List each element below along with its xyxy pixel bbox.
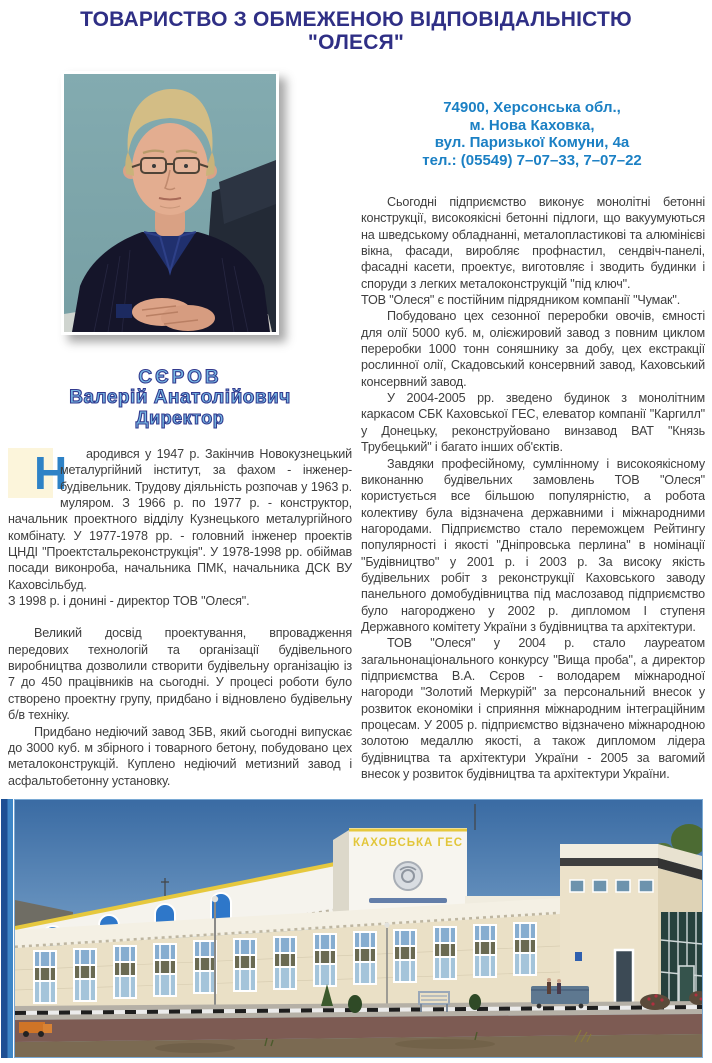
right-block xyxy=(560,844,702,1008)
bio-paragraph-3: Великий досвід проектування, впровадження передових технологій та організації будівельного виробництва дозволили створити будівельну організацію із 7 до 450 працівників на сьогодні. У процесі роботи було створено проектну групу, придбано і відновлено будівельну б/в техніку. xyxy=(8,626,352,723)
photo-accent-bar xyxy=(1,799,13,1058)
contact-block xyxy=(360,99,704,169)
director-surname: СЄРОВ xyxy=(138,367,222,388)
company-paragraph-6: ТОВ "Олеся" у 2004 р. стало лауреатом загальнонаціонального конкурсу "Вища проба", а директор підприємства В.А. Сєров - володарем міжнародної нагороди "Золотий Меркурій" за персональний внесок у розвиток економіки і сприяння міжнародним інтеграційним процесам. У 2005 р. підприємство відзначено міжнародною золотою медаллю якості, а також дипломом лідера будівництва та архітектури України - 2005 за вагомий внесок у розвиток будівництва та архітектури України. xyxy=(361,636,705,782)
company-paragraph-3: Побудовано цех сезонної переробки овочів, ємності для олії 5000 куб. м, олієжировий завод з повним циклом переробки 1000 тонн соняшнику за добу, цех екстракції рослинної олії, Скадовський консервний завод, Каховський консервний завод. xyxy=(361,309,705,389)
director-position: Директор xyxy=(135,408,225,428)
building-photo xyxy=(14,799,703,1058)
contact-city: м. Нова Каховка, xyxy=(469,116,595,134)
director-fullname: Валерій Анатолійович xyxy=(69,387,291,408)
company-paragraph-4: У 2004-2005 рр. зведено будинок з монолітним каркасом СБК Каховської ГЕС, елеватор компанії "Каргилл" у Донецьку, реконструйовано винзавод ВАТ "Князь Трубецький" і багато інших об'єктів. xyxy=(361,391,705,455)
bio-paragraph-1-text: ародився у 1947 р. Закінчив Новокузнецький металургійний інститут, за фахом - інженер-будівельник. Трудову діяльність розпочав у 1963 р. муляром. З 1966 р. по 1977 р. - конструктор, начальник проектного відділу Кузнецького металургійного комбінату. У 1977-1978 рр. - головний інженер проектів ЦНДІ "Проектстальреконструкція". У 1978-1998 рр. обіймав посади виконроба, начальника ПМК, начальника ДСК ВУ Каховсільбуд. xyxy=(8,447,352,592)
director-portrait-illustration xyxy=(64,74,276,332)
bio-paragraph-4: Придбано недіючий завод ЗБВ, який сьогодні випускає до 3000 куб. м збірного і товарного бетону, побудовано цех металоконструкцій. Куплено недіючий метизний завод і асфальтобетонну установку. xyxy=(8,724,352,788)
contact-phone: тел.: (05549) 7–07–33, 7–07–22 xyxy=(422,151,642,169)
company-paragraph-2: ТОВ "Олеся" є постійним підрядником компанії "Чумак". xyxy=(361,293,681,308)
company-paragraph-1: Сьогодні підприємство виконує монолітні бетонні конструкції, високоякісні бетонні підлоги, що вакуумуються на шведському обладнанні, металопластикові та алюмінієві вікна, фасади, виробляє профнастил, сендвіч-панелі, фасадні касети, проектує, виготовляє і зводить будинки і споруди з легких металоконструкцій "під ключ". xyxy=(361,195,705,291)
biography-column xyxy=(8,446,352,796)
contact-postal: 74900, Херсонська обл., xyxy=(443,99,621,116)
company-title-line1: ТОВАРИСТВО З ОБМЕЖЕНОЮ ВІДПОВІДАЛЬНІСТЮ xyxy=(80,8,632,31)
company-paragraph-5: Завдяки професійному, сумлінному і високоякісному виконанню будівельних замовлень ТОВ "Олеся" користується все більшою популярністю, а робота колективу була відзначена державними і міжнародними нагородами. Підприємство стало переможцем Рейтингу популярності і якості "Дніпровська перлина" в номінації "Будівництво" у 2001 р. і 2003 р. За високу якість будівельних робіт з реконструкції Каховського заводу панельного домобудівництва під маслозавод підприємство було нагороджено у 2002 р. дипломом І ступеня Державного комітету України з будівництва та архітектури. xyxy=(361,456,705,634)
director-portrait-photo xyxy=(61,71,279,335)
hes-emblem xyxy=(394,862,422,890)
contact-street: вул. Паризької Комуни, 4а xyxy=(434,134,630,151)
dropcap-letter: Н xyxy=(8,448,53,498)
roof-sign: КАХОВСЬКА ГЕС xyxy=(352,837,464,849)
director-name-block xyxy=(8,368,352,428)
bio-paragraph-2: З 1998 р. і донині - директор ТОВ "Олеся". xyxy=(8,594,250,609)
company-title-line2: "ОЛЕСЯ" xyxy=(307,31,405,54)
bio-paragraph-1 xyxy=(8,446,352,593)
company-text-column xyxy=(361,194,705,796)
building-illustration xyxy=(15,800,702,1057)
company-title xyxy=(0,8,712,54)
